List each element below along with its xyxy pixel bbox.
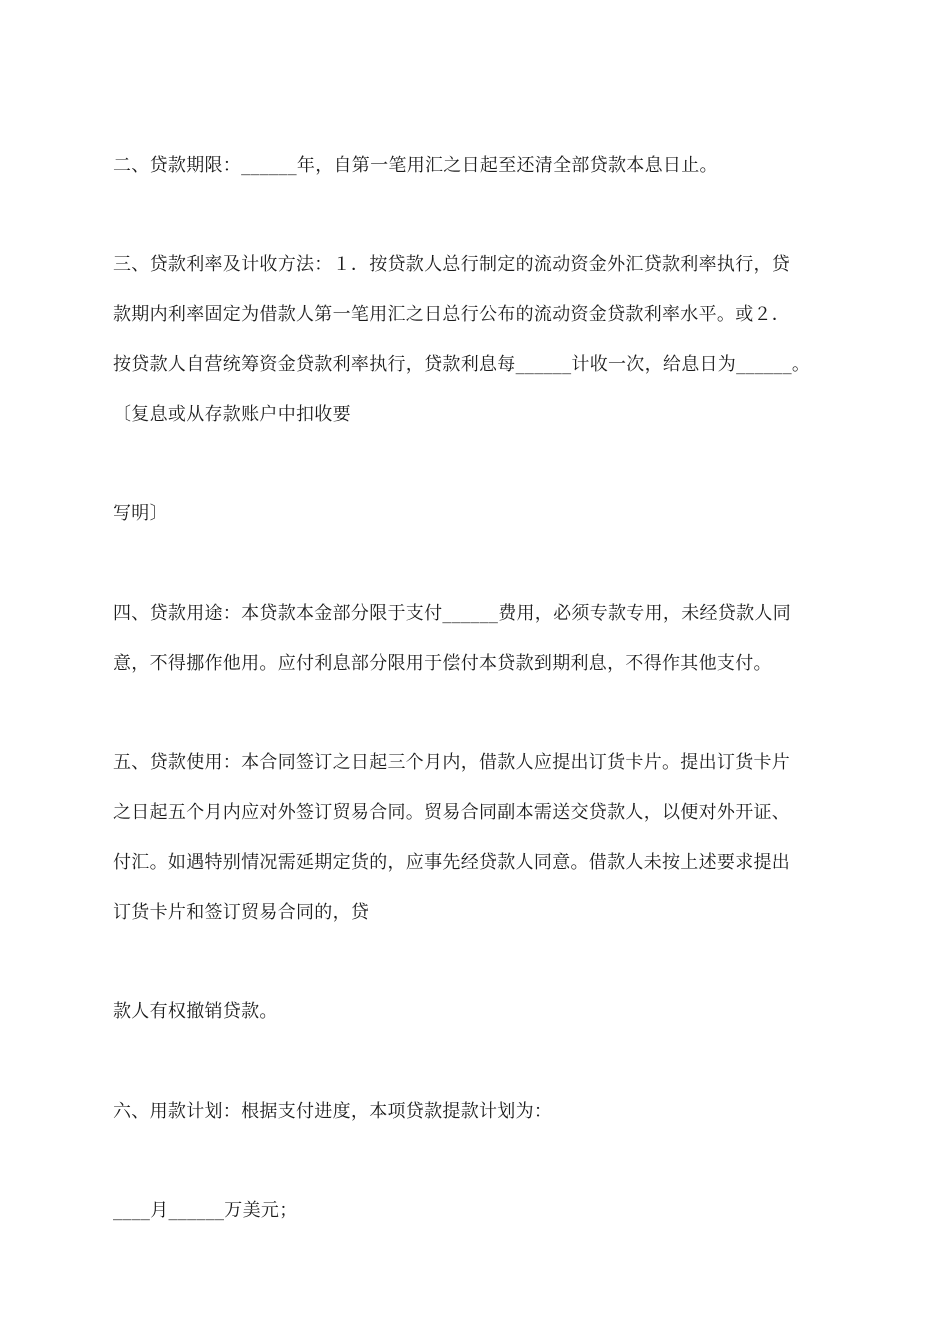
clause-3-line-1: 三、贷款利率及计收方法：１．按贷款人总行制定的流动资金外汇贷款利率执行，贷: [113, 254, 791, 275]
clause-3-line-5: 写明〕: [113, 503, 168, 524]
clause-5-line-1: 五、贷款使用：本合同签订之日起三个月内，借款人应提出订货卡片。提出订货卡片: [113, 752, 791, 773]
clause-2-loan-term: 二、贷款期限：______年，自第一笔用汇之日起至还清全部贷款本息日止。: [113, 155, 718, 176]
clause-6-usage-plan: 六、用款计划：根据支付进度，本项贷款提款计划为：: [113, 1101, 553, 1122]
clause-5-line-3: 付汇。如遇特别情况需延期定货的，应事先经贷款人同意。借款人未按上述要求提出: [113, 852, 791, 873]
clause-5-line-4: 订货卡片和签订贸易合同的，贷: [113, 902, 370, 923]
clause-4-line-1: 四、贷款用途：本贷款本金部分限于支付______费用，必须专款专用，未经贷款人同: [113, 603, 791, 624]
clause-5-line-5: 款人有权撤销贷款。: [113, 1001, 278, 1022]
clause-3-line-3: 按贷款人自营统筹资金贷款利率执行，贷款利息每______计收一次，给息日为______。: [113, 354, 811, 375]
clause-6-schedule-entry: ____月______万美元；: [113, 1200, 298, 1221]
clause-3-line-2: 款期内利率固定为借款人第一笔用汇之日总行公布的流动资金贷款利率水平。或２．: [113, 304, 791, 325]
clause-5-line-2: 之日起五个月内应对外签订贸易合同。贸易合同副本需送交贷款人，以便对外开证、: [113, 802, 791, 823]
clause-4-line-2: 意，不得挪作他用。应付利息部分限用于偿付本贷款到期利息，不得作其他支付。: [113, 653, 772, 674]
clause-3-line-4: 〔复息或从存款账户中扣收要: [113, 404, 351, 425]
